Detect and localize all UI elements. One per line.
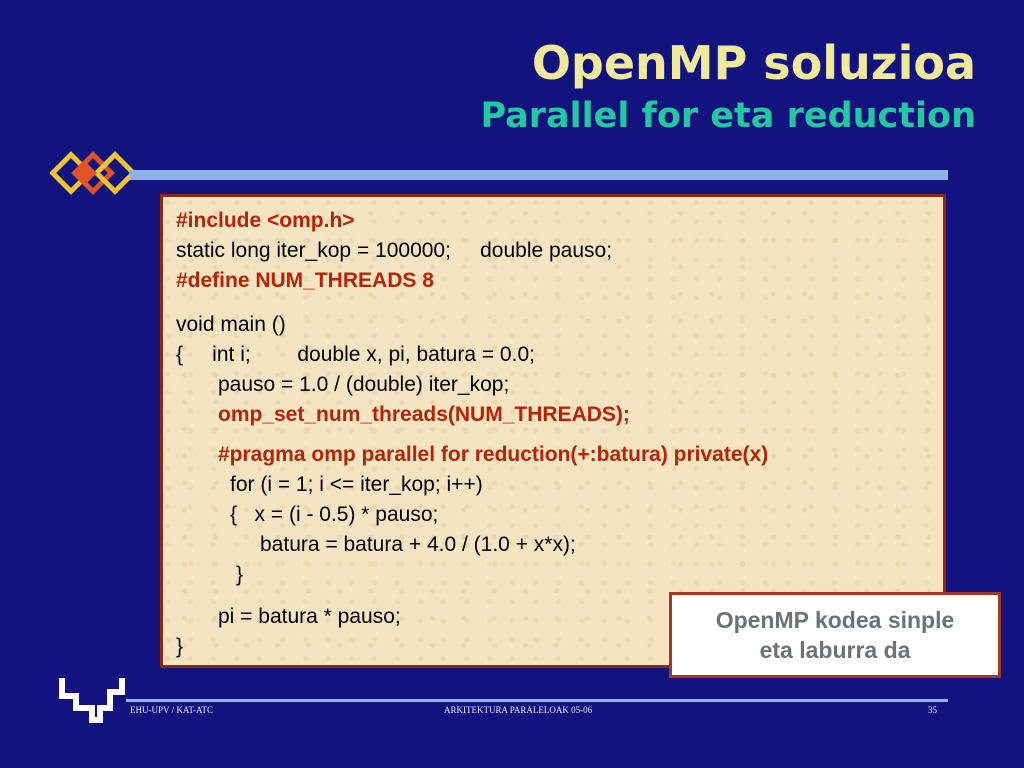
code-line-x: { x = (i - 0.5) * pauso; — [230, 503, 439, 526]
slide-subtitle: Parallel for eta reduction — [480, 96, 976, 136]
footer-institution: EHU-UPV / KAT-ATC — [130, 705, 214, 715]
code-line-define: #define NUM_THREADS 8 — [176, 269, 434, 292]
callout-line-1: OpenMP kodea sinple — [715, 607, 955, 633]
code-line-for: for (i = 1; i <= iter_kop; i++) — [230, 473, 483, 496]
code-line-pi: pi = batura * pauso; — [218, 605, 401, 628]
slide-title: OpenMP soluzioa — [531, 36, 976, 90]
code-line-close-loop: } — [236, 563, 244, 586]
code-line-close-main: } — [176, 635, 184, 658]
code-line-set-threads: omp_set_num_threads(NUM_THREADS); — [218, 403, 630, 426]
footer-page-number: 35 — [928, 705, 937, 715]
ehu-logo-icon — [58, 674, 128, 724]
code-line-locals: { int i; double x, pi, batura = 0.0; — [176, 343, 535, 366]
code-line-pragma: #pragma omp parallel for reduction(+:batura) private(x) — [218, 443, 769, 466]
footer-course: ARKITEKTURA PARALELOAK 05-06 — [444, 705, 593, 715]
code-line-include: #include <omp.h> — [176, 209, 355, 232]
callout-box — [669, 592, 1001, 678]
title-divider — [130, 170, 948, 180]
code-line-declarations: static long iter_kop = 100000; double pauso; — [176, 239, 613, 262]
callout-line-2: eta laburra da — [759, 637, 911, 663]
code-line-batura: batura = batura + 4.0 / (1.0 + x*x); — [260, 533, 576, 556]
code-line-pauso: pauso = 1.0 / (double) iter_kop; — [218, 373, 510, 396]
footer-divider — [126, 699, 948, 702]
interlocked-diamonds-icon — [50, 150, 140, 200]
code-line-main: void main () — [176, 313, 286, 336]
